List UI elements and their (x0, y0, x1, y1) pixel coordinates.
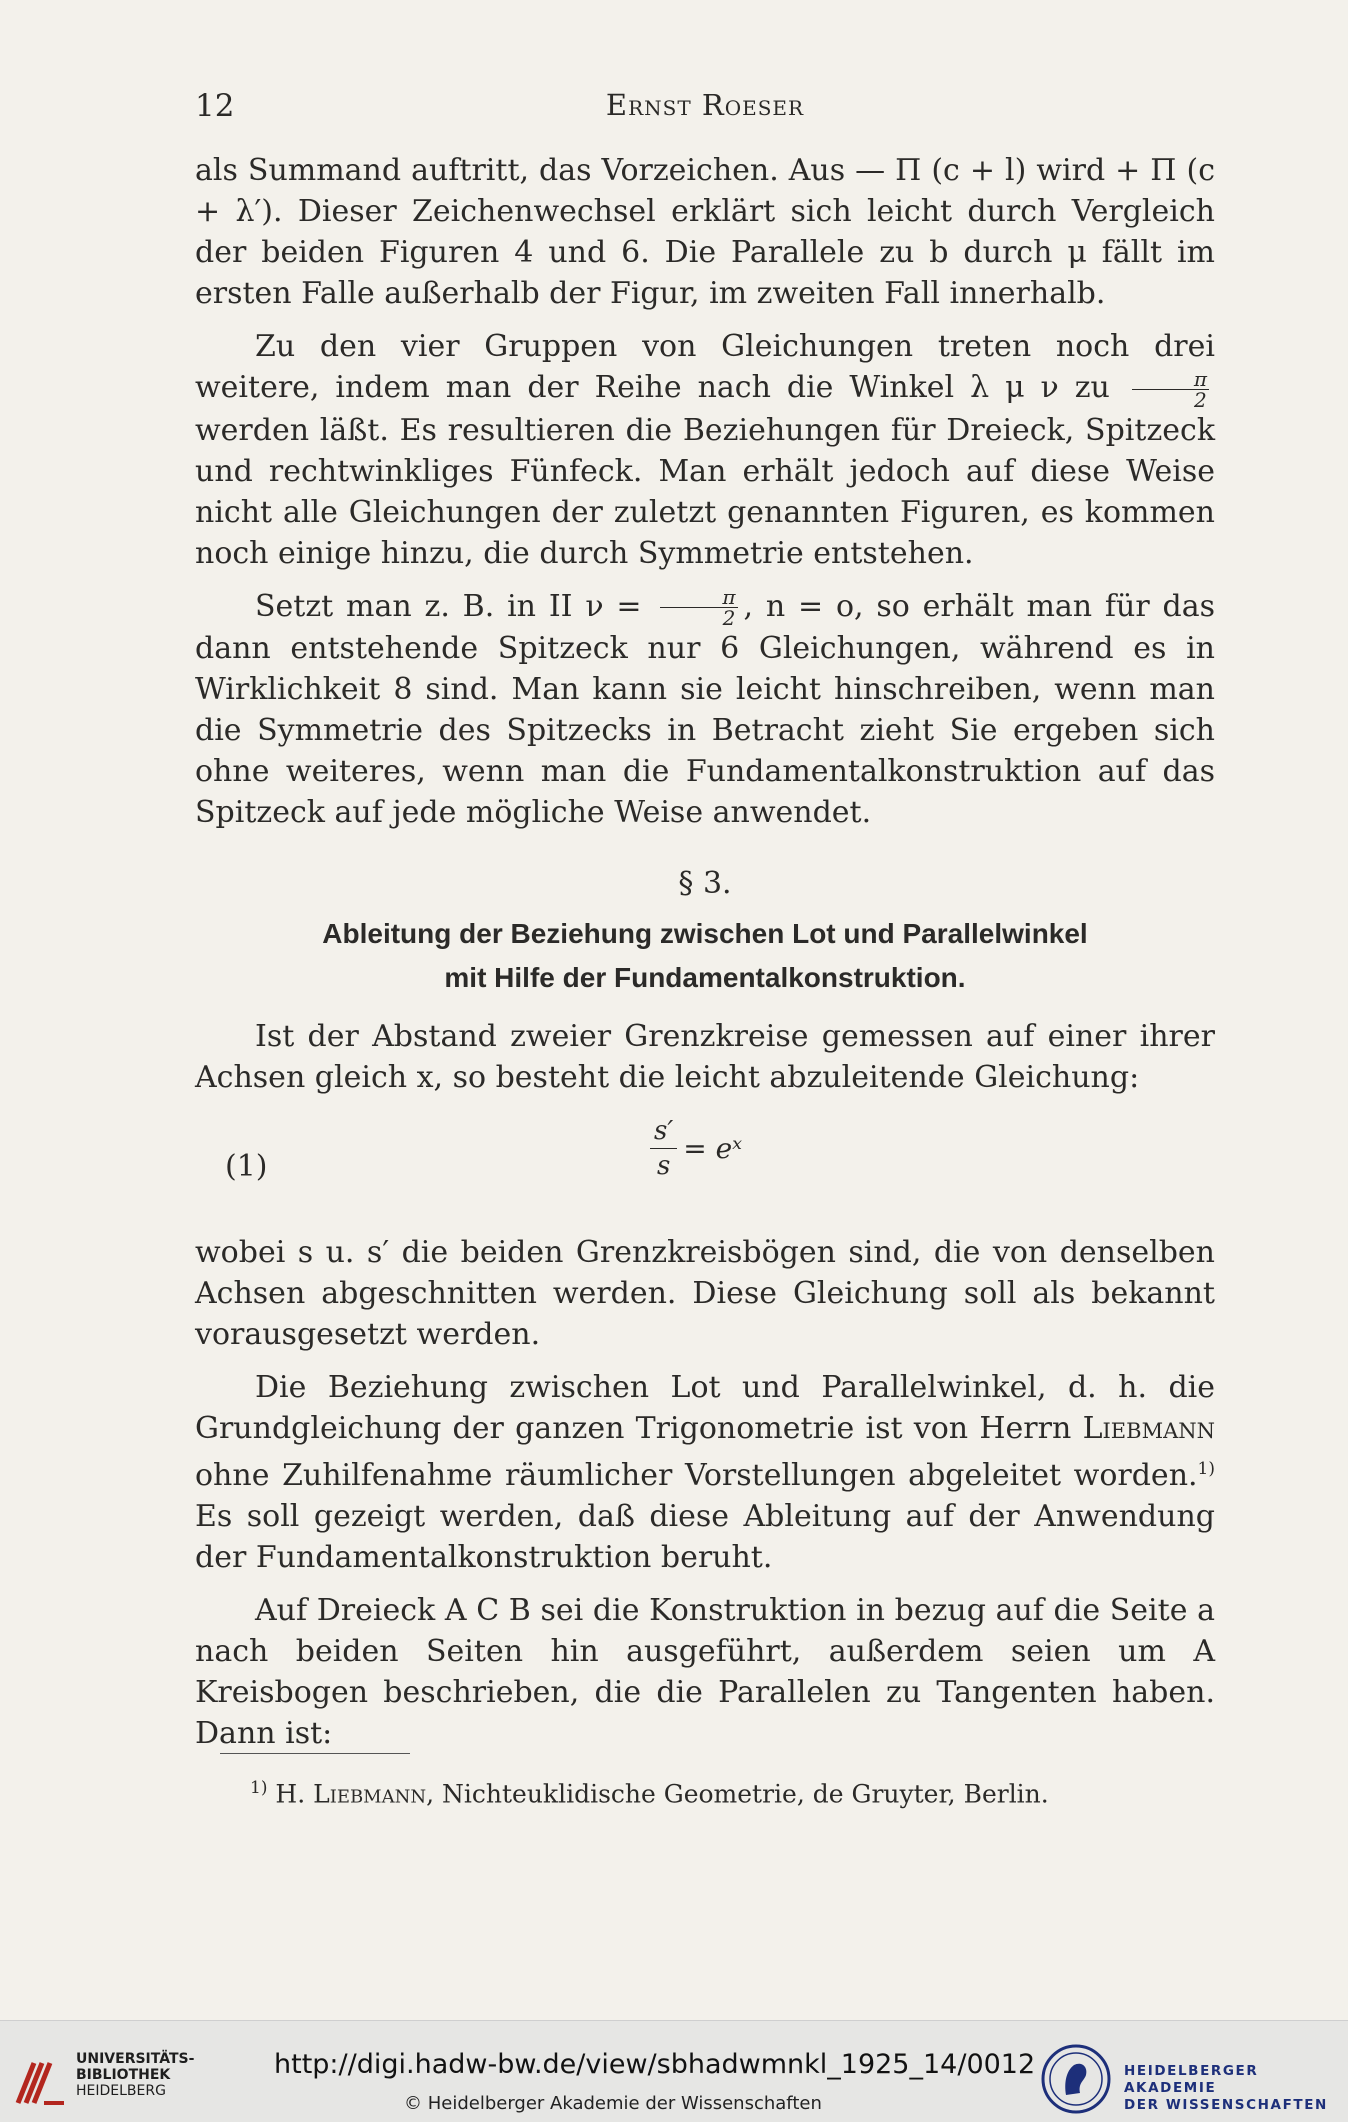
footnote-separator (220, 1753, 410, 1754)
footnote (250, 1778, 1049, 1808)
footnote-author: H. Liebmann, (275, 1779, 435, 1809)
equation-rhs: = eˣ (683, 1132, 743, 1165)
academy-name: HEIDELBERGER AKADEMIE DER WISSENSCHAFTEN (1124, 2063, 1328, 2113)
section-title (195, 912, 1215, 1000)
paragraph-5: wobei s u. s′ die beiden Grenzkreisbögen sind, die von denselben Achsen abgeschnitten werden. Diese Gleichung soll als bekannt vorausgesetzt werden. (195, 1235, 1215, 1352)
author-name-liebmann: Liebmann (1082, 1411, 1215, 1446)
paragraph-7: Auf Dreieck A C B sei die Konstruktion in bezug auf die Seite a nach beiden Seiten hin ausgeführt, außerdem seien um A Kreisbogen beschrieben, die die Parallelen zu Tangenten haben. Dann ist: (195, 1593, 1215, 1751)
academy-seal-icon (1040, 2043, 1112, 2115)
section-title-line-1: Ableitung der Beziehung zwischen Lot und Parallelwinkel (322, 918, 1088, 949)
page-number: 12 (195, 88, 235, 124)
fraction-pi-half-2: $\frac{\pi}{2}$ (660, 587, 737, 628)
viewer-footer (0, 2020, 1348, 2122)
equation-body (650, 1114, 742, 1183)
paragraph-1: als Summand auftritt, das Vorzeichen. Aus — Π (c + l) wird + Π (c + λ′). Dieser Zeichenwechsel erklärt sich leicht durch Vergleich der beiden Figuren 4 und 6. Die Parallele zu b durch μ fällt im ersten Falle außerhalb der Figur, im zweiten Fall innerhalb. (195, 153, 1215, 311)
section-title-line-2: mit Hilfe der Fundamentalkonstruktion. (444, 962, 966, 993)
copyright-notice: © Heidelberger Akademie der Wissenschaften (404, 2093, 822, 2114)
footnote-text: Nichteuklidische Geometrie, de Gruyter, Berlin. (442, 1779, 1049, 1809)
footnote-reference: 1) (1197, 1459, 1215, 1479)
equation-numerator: s′ (650, 1114, 677, 1149)
equation-1 (195, 1112, 1215, 1222)
paragraph-6: Die Beziehung zwischen Lot und Parallelwinkel, d. h. die Grundgleichung der ganzen Trigonometrie ist von Herrn Liebmann ohne Zuhilfenahme räumlicher Vorstellungen abgeleitet worden.$^{1)}$ Es soll gezeigt werden, daß diese Ableitung auf der Anwendung der Fundamentalkonstruktion beruht. (195, 1370, 1215, 1575)
paragraph-3: Setzt man z. B. in II ν = $\frac{\pi}{2}$ , n = o, so erhält man für das dann entstehende Spitzeck nur 6 Gleichungen, während es in Wirklichkeit 8 sind. Man kann sie leicht hinschreiben, wenn man die Symmetrie des Spitzecks in Betracht zieht Sie ergeben sich ohne weiteres, wenn man die Fundamentalkonstruktion auf das Spitzeck auf jede mögliche Weise anwendet. (195, 585, 1215, 830)
university-library-logo-icon (14, 2057, 66, 2107)
paragraph-4: Ist der Abstand zweier Grenzkreise gemessen auf einer ihrer Achsen gleich x, so besteht die leicht abzuleitende Gleichung: (195, 1019, 1215, 1095)
running-head-author: Ernst Roeser (605, 88, 805, 122)
paragraph-2: Zu den vier Gruppen von Gleichungen treten noch drei weitere, indem man der Reihe nach die Winkel λ μ ν zu $\frac{\pi}{2}$ werden läßt. Es resultieren die Beziehungen für Dreieck, Spitzeck und rechtwinkliges Fünfeck. Man erhält jedoch auf diese Weise nicht alle Gleichungen der zuletzt genannten Figuren, es kommen noch einige hinzu, die durch Symmetrie entstehen. (195, 329, 1215, 571)
fraction-pi-half: $\frac{\pi}{2}$ (1132, 369, 1209, 410)
running-header (195, 88, 1215, 128)
equation-number: (1) (225, 1149, 268, 1184)
equation-denominator: s (656, 1151, 671, 1181)
university-library-name: UNIVERSITÄTS- BIBLIOTHEK HEIDELBERG (76, 2051, 195, 2099)
footnote-marker: 1) (250, 1778, 268, 1798)
page-body (195, 150, 1215, 1754)
section-number: § 3. (678, 866, 732, 901)
permalink-url[interactable]: http://digi.hadw-bw.de/view/sbhadwmnkl_1925_14/0012 (274, 2049, 1036, 2080)
